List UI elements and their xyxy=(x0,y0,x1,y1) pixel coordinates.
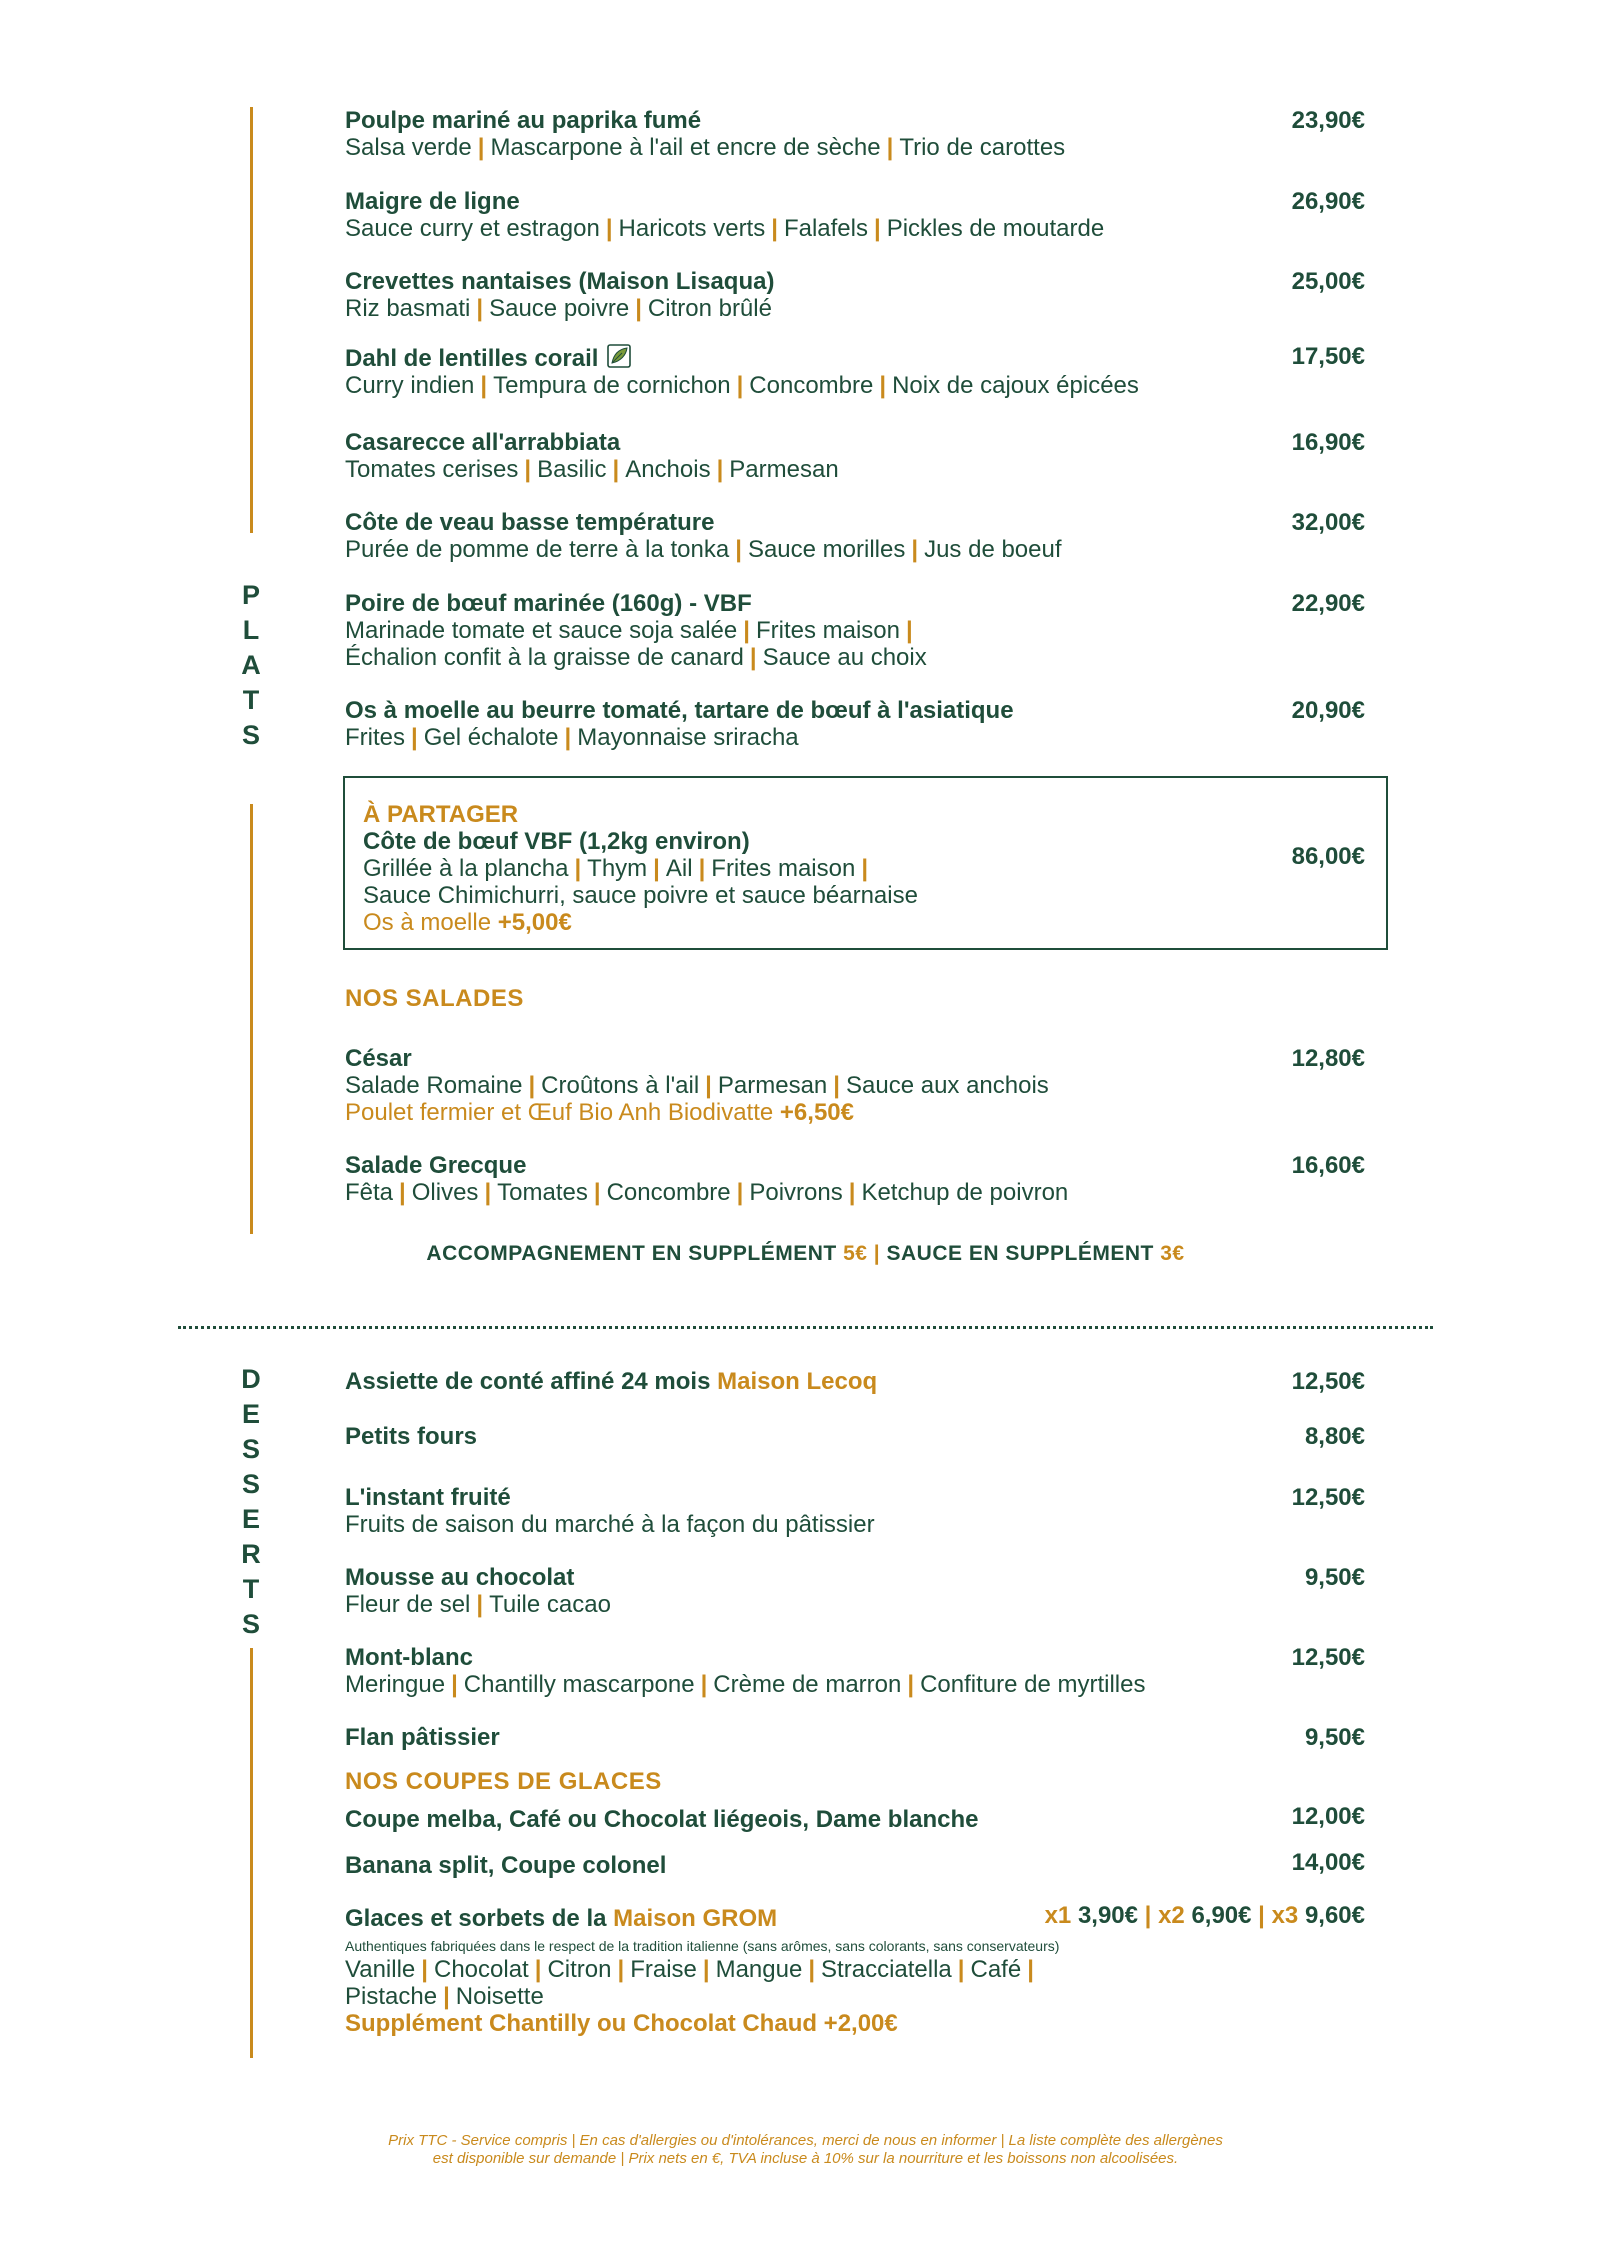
item-extra: Poulet fermier et Œuf Bio Anh Biodivatte +6,50€ xyxy=(345,1099,854,1126)
item-description xyxy=(345,644,1365,671)
separator: | xyxy=(476,1591,484,1618)
ingredient: Chocolat xyxy=(433,1956,529,1983)
ingredient: Sauce morilles xyxy=(747,536,906,563)
ingredient: Ketchup de poivron xyxy=(861,1179,1069,1206)
item-price: 16,90€ xyxy=(1291,429,1365,456)
ingredient: Poivrons xyxy=(749,1179,843,1206)
grom-supplement: Supplément Chantilly ou Chocolat Chaud +2,00€ xyxy=(345,2010,898,2037)
item-description xyxy=(345,536,1365,563)
item-description xyxy=(345,215,1365,242)
plat-item xyxy=(345,697,1365,751)
ingredient: Tempura de cornichon xyxy=(493,372,731,399)
item-price: 8,80€ xyxy=(1304,1423,1365,1450)
item-name: Salade Grecque xyxy=(345,1152,527,1179)
plat-item xyxy=(345,429,1365,483)
separator: | xyxy=(736,1179,744,1206)
share-price: 86,00€ xyxy=(1291,843,1365,870)
separator: | xyxy=(736,372,744,399)
item-price: 25,00€ xyxy=(1291,268,1365,295)
plat-item xyxy=(345,590,1365,671)
separator: | xyxy=(743,617,750,644)
ingredient: Falafels xyxy=(783,215,868,242)
glaces-title: NOS COUPES DE GLACES xyxy=(345,1768,662,1795)
ingredient: Trio de carottes xyxy=(899,134,1066,161)
ingredient: Ail xyxy=(665,855,693,882)
separator: | xyxy=(749,644,757,671)
item-name: Dahl de lentilles corail xyxy=(345,343,1365,372)
separator: | xyxy=(861,855,869,882)
grom-flavors-line1 xyxy=(345,1956,1365,1983)
separator: | xyxy=(484,1179,492,1206)
ingredient: Salade Romaine xyxy=(345,1072,523,1099)
plat-item xyxy=(345,509,1365,563)
ingredient: Jus de boeuf xyxy=(924,536,1062,563)
separator: | xyxy=(476,295,484,322)
ingredient: Café xyxy=(970,1956,1022,1983)
separator: | xyxy=(421,1956,428,1983)
separator: | xyxy=(564,724,572,751)
separator: | xyxy=(451,1671,458,1698)
ingredient: Purée de pomme de terre à la tonka xyxy=(345,536,730,563)
separator: | xyxy=(399,1179,406,1206)
share-extra: Os à moelle +5,00€ xyxy=(363,909,572,936)
ingredient: Sauce poivre xyxy=(489,295,630,322)
item-name: Crevettes nantaises (Maison Lisaqua) xyxy=(345,268,775,295)
separator: | xyxy=(700,1671,708,1698)
separator: | xyxy=(635,295,642,322)
footer: Prix TTC - Service compris | En cas d'allergies ou d'intolérances, merci de nous en informer | La liste complète des allergènes est disponible sur demande | Prix nets en €, TVA incluse à 10% sur la nourriture et les boissons non alcoolisées. xyxy=(388,2132,1223,2167)
separator: | xyxy=(879,372,887,399)
share-name: Côte de bœuf VBF (1,2kg environ) xyxy=(363,828,750,855)
ingredient: Citron xyxy=(547,1956,612,1983)
ingredient: Frites xyxy=(345,724,405,751)
grom-prices: x1 3,90€ | x2 6,90€ | x3 9,60€ xyxy=(1044,1902,1365,1929)
separator: | xyxy=(443,1983,450,2010)
separator: | xyxy=(528,1072,536,1099)
item-description xyxy=(345,1591,1365,1618)
separator: | xyxy=(605,215,613,242)
ingredient: Thym xyxy=(587,855,648,882)
ingredient: Tomates cerises xyxy=(345,456,519,483)
item-name: Mont-blanc xyxy=(345,1644,473,1671)
ingredient: Stracciatella xyxy=(821,1956,952,1983)
plat-item xyxy=(345,188,1365,242)
ingredient: Vanille xyxy=(345,1956,416,1983)
item-price: 17,50€ xyxy=(1291,343,1365,370)
section-divider xyxy=(178,1326,1433,1329)
ingredient: Marinade tomate et sauce soja salée xyxy=(345,617,738,644)
ingredient: Riz basmati xyxy=(345,295,471,322)
item-price: 26,90€ xyxy=(1291,188,1365,215)
item-name: Maigre de ligne xyxy=(345,188,520,215)
desserts-bottom-line xyxy=(250,1648,253,2058)
item-name: César xyxy=(345,1045,412,1072)
dessert-item xyxy=(345,1423,1365,1450)
share-line2: Sauce Chimichurri, sauce poivre et sauce béarnaise xyxy=(363,882,918,909)
share-title: À PARTAGER xyxy=(363,801,519,828)
separator: | xyxy=(617,1956,625,1983)
ingredient: Sauce curry et estragon xyxy=(345,215,600,242)
ingredient: Parmesan xyxy=(729,456,839,483)
item-description xyxy=(345,1072,1365,1099)
separator: | xyxy=(574,855,582,882)
grom-flavors-line2 xyxy=(345,1983,1365,2010)
item-name: Assiette de conté affiné 24 mois Maison Lecoq xyxy=(345,1368,878,1395)
ingredient: Confiture de myrtilles xyxy=(920,1671,1146,1698)
dessert-item xyxy=(345,1644,1365,1698)
item-name: Os à moelle au beurre tomaté, tartare de bœuf à l'asiatique xyxy=(345,697,1014,724)
item-description xyxy=(345,295,1365,322)
ingredient: Anchois xyxy=(625,456,711,483)
item-price: 9,50€ xyxy=(1304,1564,1365,1591)
item-description xyxy=(345,1671,1365,1698)
ingredient: Frites maison xyxy=(755,617,900,644)
ingredient: Salsa verde xyxy=(345,134,472,161)
separator: | xyxy=(593,1179,601,1206)
ingredient: Fraise xyxy=(630,1956,697,1983)
ingredient: Chantilly mascarpone xyxy=(463,1671,695,1698)
separator: | xyxy=(735,536,742,563)
separator: | xyxy=(874,215,881,242)
salade-item xyxy=(345,1152,1365,1206)
ingredient: Frites maison xyxy=(711,855,856,882)
separator: | xyxy=(716,456,724,483)
item-description: Fruits de saison du marché à la façon du pâtissier xyxy=(345,1511,875,1538)
item-description xyxy=(345,617,1365,644)
item-description xyxy=(345,1179,1365,1206)
dessert-item xyxy=(345,1368,1365,1395)
separator: | xyxy=(808,1956,816,1983)
vegetarian-leaf-icon xyxy=(606,343,632,369)
ingredient: Gel échalote xyxy=(423,724,559,751)
ingredient: Meringue xyxy=(345,1671,446,1698)
ingredient: Concombre xyxy=(749,372,874,399)
item-description xyxy=(345,372,1365,399)
ingredient: Fleur de sel xyxy=(345,1591,471,1618)
share-line1 xyxy=(363,855,1365,882)
coupe-item: Coupe melba, Café ou Chocolat liégeois, Dame blanche 12,00€ xyxy=(345,1803,1365,1833)
separator: | xyxy=(886,134,894,161)
ingredient: Pistache xyxy=(345,1983,438,2010)
ingredient: Tomates xyxy=(497,1179,588,1206)
item-name: Petits fours xyxy=(345,1423,478,1450)
separator: | xyxy=(534,1956,542,1983)
item-name: Casarecce all'arrabbiata xyxy=(345,429,621,456)
item-name: L'instant fruité xyxy=(345,1484,511,1511)
item-price: 20,90€ xyxy=(1291,697,1365,724)
item-price: 12,50€ xyxy=(1291,1644,1365,1671)
ingredient: Échalion confit à la graisse de canard xyxy=(345,644,744,671)
plat-item xyxy=(345,268,1365,322)
coupe-item: Banana split, Coupe colonel 14,00€ xyxy=(345,1849,1365,1879)
supplement-line: ACCOMPAGNEMENT EN SUPPLÉMENT 5€ | SAUCE EN SUPPLÉMENT 3€ xyxy=(426,1242,1185,1265)
item-name: Poulpe mariné au paprika fumé xyxy=(345,107,702,134)
ingredient: Mangue xyxy=(715,1956,803,1983)
ingredient: Sauce aux anchois xyxy=(846,1072,1049,1099)
separator: | xyxy=(612,456,620,483)
dessert-item xyxy=(345,1724,1365,1751)
salades-title: NOS SALADES xyxy=(345,985,524,1012)
separator: | xyxy=(957,1956,965,1983)
item-name: Flan pâtissier xyxy=(345,1724,500,1751)
ingredient: Concombre xyxy=(606,1179,731,1206)
share-item xyxy=(363,801,1365,936)
item-name: Côte de veau basse température xyxy=(345,509,715,536)
separator: | xyxy=(524,456,532,483)
separator: | xyxy=(771,215,778,242)
separator: | xyxy=(477,134,485,161)
item-price: 16,60€ xyxy=(1291,1152,1365,1179)
ingredient: Fêta xyxy=(345,1179,394,1206)
item-name: Poire de bœuf marinée (160g) - VBF xyxy=(345,590,752,617)
ingredient: Curry indien xyxy=(345,372,475,399)
separator: | xyxy=(698,855,706,882)
item-price: 12,80€ xyxy=(1291,1045,1365,1072)
dessert-item xyxy=(345,1564,1365,1618)
item-price: 12,50€ xyxy=(1291,1368,1365,1395)
ingredient: Noisette xyxy=(455,1983,544,2010)
separator: | xyxy=(833,1072,840,1099)
separator: | xyxy=(911,536,919,563)
plats-bottom-line xyxy=(250,804,253,1234)
ingredient: Pickles de moutarde xyxy=(886,215,1105,242)
ingredient: Mayonnaise sriracha xyxy=(577,724,799,751)
ingredient: Parmesan xyxy=(717,1072,828,1099)
plat-item xyxy=(345,343,1365,399)
separator: | xyxy=(702,1956,710,1983)
dessert-item xyxy=(345,1484,1365,1538)
item-description xyxy=(345,724,1365,751)
separator: | xyxy=(480,372,488,399)
item-price: 12,50€ xyxy=(1291,1484,1365,1511)
item-price: 9,50€ xyxy=(1304,1724,1365,1751)
plats-label: P L A T S xyxy=(241,580,261,750)
item-name: Mousse au chocolat xyxy=(345,1564,575,1591)
item-price: 22,90€ xyxy=(1291,590,1365,617)
plats-top-line xyxy=(250,107,253,533)
grom-note: Authentiques fabriquées dans le respect de la tradition italienne (sans arômes, sans colorants, sans conservateurs) xyxy=(345,1938,1060,1954)
ingredient: Mascarpone à l'ail et encre de sèche xyxy=(490,134,881,161)
separator: | xyxy=(705,1072,712,1099)
separator: | xyxy=(906,617,913,644)
item-price: 32,00€ xyxy=(1291,509,1365,536)
ingredient: Haricots verts xyxy=(618,215,766,242)
separator: | xyxy=(653,855,660,882)
item-description xyxy=(345,456,1365,483)
desserts-label: D E S S E R T S xyxy=(241,1364,261,1639)
separator: | xyxy=(411,724,418,751)
ingredient: Citron brûlé xyxy=(647,295,772,322)
ingredient: Sauce au choix xyxy=(762,644,927,671)
item-price: 23,90€ xyxy=(1291,107,1365,134)
ingredient: Tuile cacao xyxy=(489,1591,611,1618)
salade-item xyxy=(345,1045,1365,1126)
plat-item xyxy=(345,107,1365,161)
ingredient: Noix de cajoux épicées xyxy=(892,372,1139,399)
ingredient: Basilic xyxy=(537,456,607,483)
separator: | xyxy=(907,1671,915,1698)
separator: | xyxy=(848,1179,856,1206)
item-description xyxy=(345,134,1365,161)
ingredient: Grillée à la plancha xyxy=(363,855,569,882)
separator: | xyxy=(1027,1956,1034,1983)
ingredient: Crème de marron xyxy=(713,1671,902,1698)
grom-item xyxy=(345,1902,1365,2037)
ingredient: Olives xyxy=(411,1179,479,1206)
grom-name: Glaces et sorbets de la Maison GROM xyxy=(345,1905,778,1932)
ingredient: Croûtons à l'ail xyxy=(541,1072,700,1099)
